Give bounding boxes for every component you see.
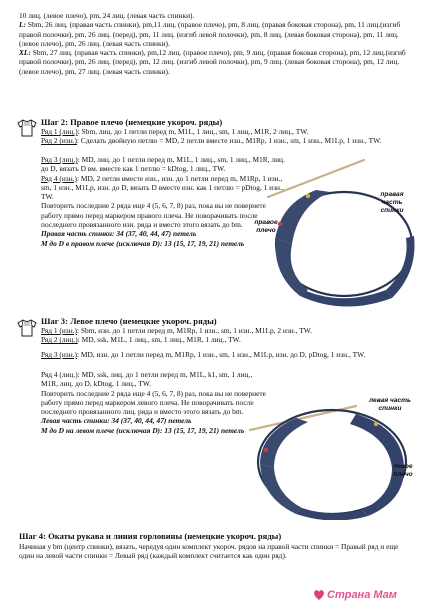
top-line-1: 10 лиц. (левое плечо), pm, 24 лиц. (левая часть спинки). xyxy=(19,11,195,20)
step4-text: Начиная у bm (центр спинки), вязать, чередуя один комплект укороч. рядов на правой части спинки = Правый ряд и еще один на левой части спинки = Левый ряд (каждый комплект считается как один ряд). xyxy=(19,542,399,561)
step2-row1 xyxy=(41,127,413,136)
step2-repeat-text: Повторить последние 2 ряда еще 4 (5, 6, 7, 8) раз, пока вы не повернете работу прямо перед маркером правого плеча. Не поворачивать после последнего провязанного изн. ряда и вместо этого вязать до bm. xyxy=(41,201,266,230)
step3-row3-text: : MD, изн. до 1 петли перед m, M1Rp, 1 изн., sm, 1 изн., M1Lp, изн. до D, pDtog, 1 изн., TW. xyxy=(76,350,366,359)
step3-repeat-text: Повторить последние 2 ряда еще 4 (5, 6, 7, 8) раз, пока вы не повернете работу прямо перед маркером левого плеча. Не поворачивать после последнего провязанного лиц. ряда и вместо этого вязать до bm. xyxy=(41,388,266,417)
step2-row2-label: Ряд 2 (изн.) xyxy=(41,136,77,146)
step2-sweater-icon xyxy=(16,118,38,138)
step2-heading: Шаг 2: Правое плечо (немецкие укороч. ряды) xyxy=(41,117,223,127)
step3-result-back: Левая часть спинки: 34 (37, 40, 44, 47) петель xyxy=(41,416,192,426)
step2-row3-text: : MD, лиц. до 1 петли перед m, M1L, 1 лиц., sm, 1 лиц., M1R, лиц. до D, вязать D вм. вместе как 1 петлю = kDtog, 1 лиц., TW. xyxy=(41,155,285,174)
top-text-block xyxy=(19,11,414,76)
step3-row4-label: Ряд 4 (лиц.) xyxy=(41,370,78,379)
step3-row3-block xyxy=(41,350,413,359)
size-L-label: L: xyxy=(19,20,26,30)
step3-sweater-icon xyxy=(16,318,38,338)
step2-row1-label: Ряд 1 (лиц.) xyxy=(41,127,78,136)
step3-heading: Шаг 3: Левое плечо (немецкие укороч. ряды) xyxy=(41,316,217,326)
step2-row2 xyxy=(41,136,413,145)
step3-row1-text: : Sbm, изн. до 1 петли перед m, M1Rp, 1 изн., sm, 1 изн., M1Lp, 2 изн., TW. xyxy=(76,326,312,335)
site-watermark xyxy=(313,586,397,604)
step2-row2-text: : Сделать двойную петлю = MD, 2 петли вместе изн., M1Rp, 1 изн., sm, 1 изн., M1Lp, 1 изн., TW. xyxy=(76,136,382,146)
step3-row4-text: : MD, ssk, лиц. до 1 петли перед m, M1L, k1, sm, 1 лиц., M1R, лиц. до D, kDtog, 1 лиц., TW. xyxy=(41,370,253,389)
step2-row4-text: : MD, 2 петли вместе изн., изн. до 1 петли перед m, M1Rp, 1 изн., sm, 1 изн., M1Lp, изн. до D, вязать D вместе изн. как 1 петлю = pDtog, 1 изн., TW. xyxy=(41,173,284,202)
step2-figure-label-shoulder: правое плечо xyxy=(254,219,278,234)
size-L-paragraph xyxy=(19,20,414,48)
step3-row2 xyxy=(41,335,413,344)
step2-result-back: Правая часть спинки: 34 (37, 40, 44, 47) петель xyxy=(41,229,197,239)
step3-row3-label: Ряд 3 (изн.) xyxy=(41,350,77,359)
step3-rows-block xyxy=(41,326,413,345)
step2-figure-label-back: правая часть спинки xyxy=(380,191,404,214)
size-XL-text: Sbm, 27 лиц. (правая часть спинки), pm,12 лиц. (правое плечо), pm, 9 лиц. (правая боковая сторона), pm, 12 лиц.(изгиб правой полочки), pm, 26 лиц. (перед), pm, 12 лиц. (изгиб левой полочки), pm, 9 лиц. (левая боковая сторона), pm, 12 лиц. (левое плечо), pm, 27 лиц. (левая часть спинки). xyxy=(19,48,406,76)
step3-figure-label-back: левая часть спинки xyxy=(369,397,411,412)
size-XL-label: XL: xyxy=(19,48,31,58)
step2-row4-label: Ряд 4 (изн.) xyxy=(41,173,77,183)
step4-heading: Шаг 4: Окаты рукава и линия горловины (немецкие укороч. ряды) xyxy=(19,531,282,541)
step2-row1-text: : Sbm, лиц. до 1 петли перед m, M1L, 1 лиц., sm, 1 лиц., M1R, 2 лиц., TW. xyxy=(77,127,309,136)
step3-result-shoulder: M до D на левом плече (исключая D): 13 (15, 17, 19, 21) петель xyxy=(41,425,245,435)
watermark-text: Страна Мам xyxy=(327,589,397,601)
size-L-text: Sbm, 26 лиц. (правая часть спинки), pm,11 лиц. (правое плечо), pm, 8 лиц. (правая боковая сторона), pm, 11 лиц.(изгиб правой полочки), pm, 26 лиц. (перед), pm, 11 лиц. (изгиб левой полочки), pm, 8 лиц. (левая боковая сторона), pm, 11 лиц. (левое плечо), pm, 26 лиц. (левая часть спинки). xyxy=(19,20,401,48)
step3-row1 xyxy=(41,326,413,335)
size-XL-paragraph xyxy=(19,48,414,76)
step3-figure-label-shoulder: левое плечо xyxy=(393,463,413,478)
watermark-logo-icon xyxy=(313,589,325,601)
step3-row3 xyxy=(41,350,413,359)
step2-row3-label: Ряд 3 (лиц.) xyxy=(41,155,78,164)
step3-row1-label: Ряд 1 (изн.) xyxy=(41,326,77,335)
step2-result-shoulder: M до D в правом плече (исключая D): 13 (15, 17, 19, 21) петель xyxy=(41,238,245,248)
step3-row2-text: : MD, ssk, M1L, 1 лиц., sm, 1 лиц., M1R, 1 лиц., TW. xyxy=(77,335,241,345)
step2-rows-block xyxy=(41,127,413,146)
step3-row2-label: Ряд 2 (лиц.) xyxy=(41,335,78,345)
